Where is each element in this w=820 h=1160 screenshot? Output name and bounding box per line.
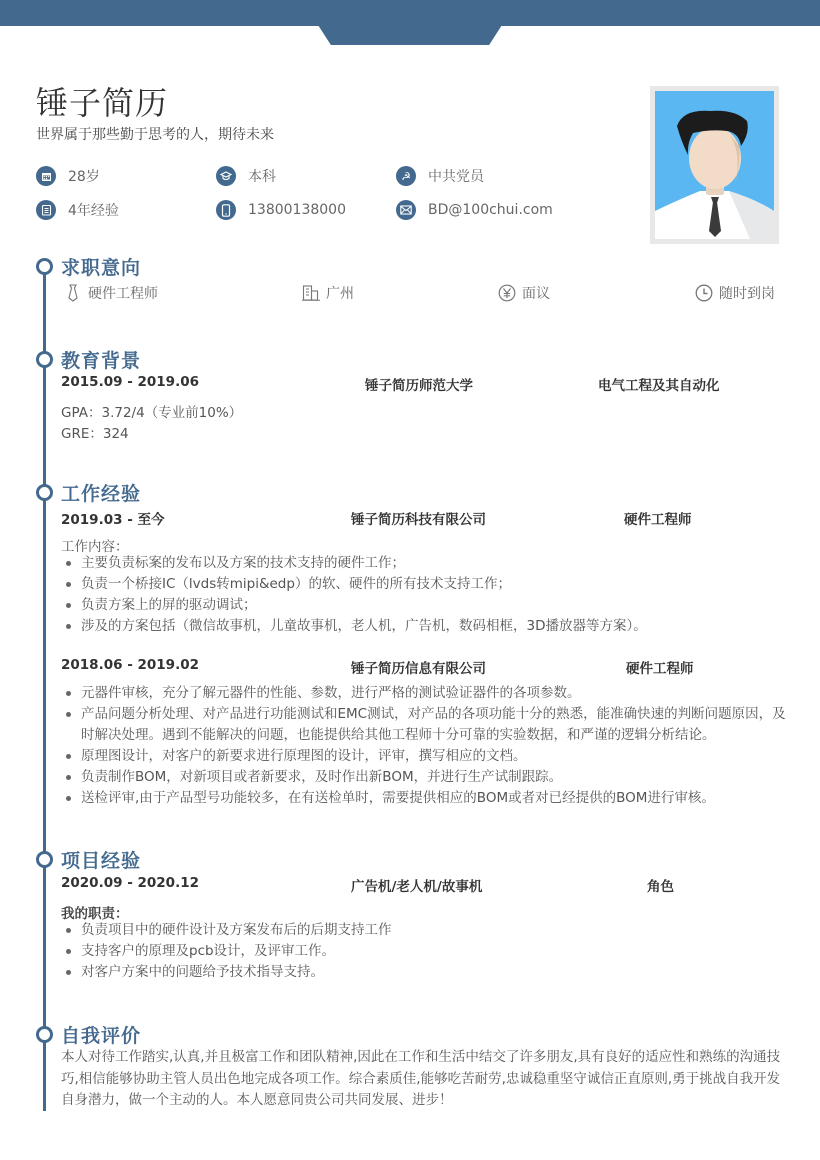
project-name: 广告机/老人机/故事机	[351, 879, 483, 895]
party-emblem-icon: ☭	[396, 166, 416, 186]
job-1-label: 工作内容：	[61, 539, 129, 555]
phone-icon	[216, 200, 236, 220]
timeline-node	[36, 351, 53, 368]
intent-salary: 面议	[498, 283, 550, 303]
intent-availability: 随时到岗	[695, 283, 775, 303]
edu-period: 2015.09 - 2019.06	[61, 374, 199, 390]
project-label: 我的职责：	[61, 906, 129, 922]
info-email: BD@100chui.com	[396, 199, 553, 221]
calendar-icon	[36, 166, 56, 186]
tie-icon	[64, 284, 82, 302]
job-1-role: 硬件工程师	[624, 512, 692, 528]
timeline-node	[36, 258, 53, 275]
resume-name: 锤子简历	[36, 84, 169, 122]
project-role: 角色	[647, 879, 674, 895]
edu-gpa: GPA：3.72/4（专业前10%）	[61, 405, 243, 421]
info-degree: 本科	[216, 165, 276, 187]
list-item: 原理图设计，对客户的新要求进行原理图的设计，评审，撰写相应的文档。	[64, 746, 794, 767]
list-item: 负责一个桥接IC（lvds转mipi&edp）的软、硬件的所有技术支持工作；	[64, 574, 794, 595]
slogan: 世界属于那些勤于思考的人，期待未来	[36, 127, 274, 143]
avatar-illustration	[655, 91, 774, 239]
edu-major: 电气工程及其自动化	[598, 378, 720, 394]
edu-school: 锤子简历师范大学	[365, 378, 473, 394]
timeline-rail	[43, 263, 46, 1111]
building-icon	[302, 284, 320, 302]
timeline-node	[36, 851, 53, 868]
info-experience: 4年经验	[36, 199, 119, 221]
list-item: 负责制作BOM，对新项目或者新要求，及时作出新BOM，并进行生产试制跟踪。	[64, 767, 794, 788]
section-project: 项目经验	[36, 846, 141, 873]
clipboard-icon	[36, 200, 56, 220]
project-bullets	[64, 920, 794, 983]
edu-gre: GRE：324	[61, 426, 129, 442]
self-evaluation-text: 本人对待工作踏实,认真,并且极富工作和团队精神,因此在工作和生活中结交了许多朋友,具有良好的适应性和熟练的沟通技巧,相信能够协助主管人员出色地完成各项工作。综合素质佳,能够吃苦耐劳,忠诚稳重坚守诚信正直原则,勇于挑战自我开发自身潜力，做一个主动的人。本人愿意同贵公司共同发展、进步！	[61, 1049, 781, 1108]
clock-icon	[695, 284, 713, 302]
job-1-bullets	[64, 553, 794, 637]
job-2-company: 锤子简历信息有限公司	[351, 661, 486, 677]
profile-photo	[650, 86, 779, 244]
graduation-cap-icon	[216, 166, 236, 186]
list-item: 对客户方案中的问题给予技术指导支持。	[64, 962, 794, 983]
intent-position: 硬件工程师	[64, 283, 158, 303]
list-item: 元器件审核，充分了解元器件的性能、参数，进行严格的测试验证器件的各项参数。	[64, 683, 794, 704]
info-phone: 13800138000	[216, 199, 346, 221]
mail-icon	[396, 200, 416, 220]
section-work: 工作经验	[36, 479, 141, 506]
list-item: 负责项目中的硬件设计及方案发布后的后期支持工作	[64, 920, 794, 941]
list-item: 涉及的方案包括（微信故事机，儿童故事机，老人机，广告机，数码相框，3D播放器等方案）。	[64, 616, 794, 637]
section-education: 教育背景	[36, 346, 141, 373]
info-politics: ☭ 中共党员	[396, 165, 484, 187]
section-job-intent: 求职意向	[36, 253, 141, 280]
top-banner	[0, 0, 820, 26]
list-item: 支持客户的原理及pcb设计，及评审工作。	[64, 941, 794, 962]
timeline-node	[36, 1026, 53, 1043]
job-2-period: 2018.06 - 2019.02	[61, 657, 199, 673]
job-1-company: 锤子简历科技有限公司	[351, 512, 486, 528]
timeline-node	[36, 484, 53, 501]
section-self-evaluation: 自我评价	[36, 1021, 141, 1048]
project-period: 2020.09 - 2020.12	[61, 875, 199, 891]
list-item: 主要负责标案的发布以及方案的技术支持的硬件工作；	[64, 553, 794, 574]
info-age: 28岁	[36, 165, 100, 187]
list-item: 送检评审,由于产品型号功能较多，在有送检单时，需要提供相应的BOM或者对已经提供的BOM进行审核。	[64, 788, 794, 809]
job-2-bullets	[64, 683, 794, 809]
list-item: 负责方案上的屏的驱动调试；	[64, 595, 794, 616]
list-item: 产品问题分析处理、对产品进行功能测试和EMC测试，对产品的各项功能十分的熟悉，能准确快速的判断问题原因，及时解决处理。遇到不能解决的问题，也能提供给其他工程师十分可靠的实验数据，和严谨的逻辑分析结论。	[64, 704, 794, 746]
job-1-period: 2019.03 - 至今	[61, 512, 165, 528]
top-banner-tab	[318, 25, 502, 45]
yen-icon	[498, 284, 516, 302]
job-2-role: 硬件工程师	[626, 661, 694, 677]
intent-city: 广州	[302, 283, 354, 303]
